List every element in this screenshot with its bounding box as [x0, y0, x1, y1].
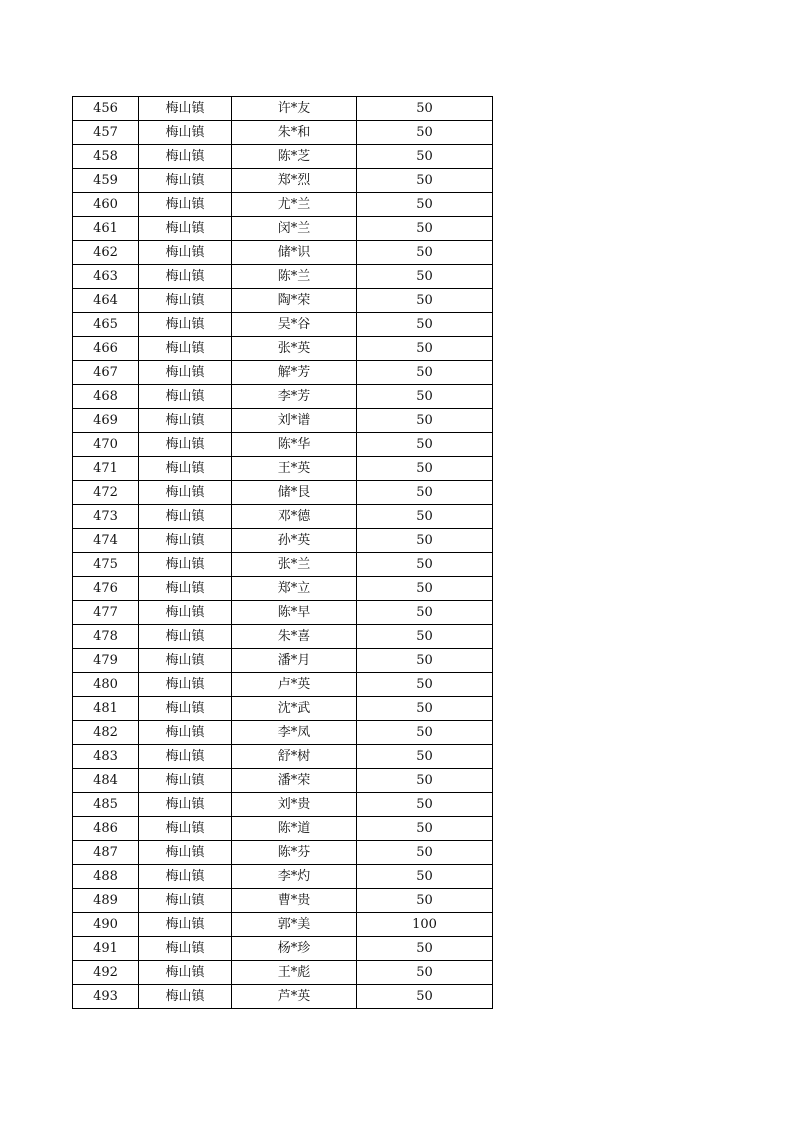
town-cell: 梅山镇 [139, 817, 232, 841]
town-cell: 梅山镇 [139, 769, 232, 793]
name-cell: 王*英 [232, 457, 357, 481]
town-cell: 梅山镇 [139, 121, 232, 145]
name-cell: 储*识 [232, 241, 357, 265]
row-number-cell: 481 [73, 697, 139, 721]
amount-cell: 50 [357, 937, 493, 961]
name-cell: 陈*芝 [232, 145, 357, 169]
town-cell: 梅山镇 [139, 289, 232, 313]
name-cell: 尤*兰 [232, 193, 357, 217]
table-row [73, 289, 493, 313]
name-cell: 储*艮 [232, 481, 357, 505]
row-number-cell: 479 [73, 649, 139, 673]
table-row [73, 649, 493, 673]
amount-cell: 50 [357, 337, 493, 361]
table-row [73, 193, 493, 217]
table-row [73, 961, 493, 985]
table-row [73, 577, 493, 601]
table-row [73, 145, 493, 169]
table-row [73, 865, 493, 889]
table-row [73, 553, 493, 577]
table-row [73, 217, 493, 241]
table-row [73, 985, 493, 1009]
name-cell: 李*灼 [232, 865, 357, 889]
table-row [73, 505, 493, 529]
name-cell: 陈*芬 [232, 841, 357, 865]
town-cell: 梅山镇 [139, 553, 232, 577]
name-cell: 李*芳 [232, 385, 357, 409]
table-row [73, 97, 493, 121]
town-cell: 梅山镇 [139, 889, 232, 913]
name-cell: 郑*立 [232, 577, 357, 601]
row-number-cell: 461 [73, 217, 139, 241]
row-number-cell: 459 [73, 169, 139, 193]
table-row [73, 169, 493, 193]
row-number-cell: 464 [73, 289, 139, 313]
row-number-cell: 482 [73, 721, 139, 745]
name-cell: 陈*早 [232, 601, 357, 625]
row-number-cell: 485 [73, 793, 139, 817]
table-row [73, 841, 493, 865]
amount-cell: 50 [357, 457, 493, 481]
amount-cell: 50 [357, 697, 493, 721]
amount-cell: 50 [357, 145, 493, 169]
row-number-cell: 470 [73, 433, 139, 457]
town-cell: 梅山镇 [139, 409, 232, 433]
amount-cell: 50 [357, 265, 493, 289]
town-cell: 梅山镇 [139, 193, 232, 217]
table-row [73, 625, 493, 649]
name-cell: 郭*美 [232, 913, 357, 937]
table-row [73, 481, 493, 505]
amount-cell: 50 [357, 769, 493, 793]
town-cell: 梅山镇 [139, 841, 232, 865]
table-row [73, 793, 493, 817]
amount-cell: 50 [357, 961, 493, 985]
amount-cell: 50 [357, 577, 493, 601]
town-cell: 梅山镇 [139, 985, 232, 1009]
amount-cell: 50 [357, 865, 493, 889]
row-number-cell: 474 [73, 529, 139, 553]
name-cell: 陈*华 [232, 433, 357, 457]
row-number-cell: 478 [73, 625, 139, 649]
row-number-cell: 489 [73, 889, 139, 913]
row-number-cell: 467 [73, 361, 139, 385]
name-cell: 沈*武 [232, 697, 357, 721]
name-cell: 许*友 [232, 97, 357, 121]
name-cell: 解*芳 [232, 361, 357, 385]
town-cell: 梅山镇 [139, 865, 232, 889]
table-row [73, 601, 493, 625]
amount-cell: 50 [357, 673, 493, 697]
town-cell: 梅山镇 [139, 529, 232, 553]
table-row [73, 241, 493, 265]
name-cell: 孙*英 [232, 529, 357, 553]
amount-cell: 50 [357, 601, 493, 625]
name-cell: 邓*德 [232, 505, 357, 529]
name-cell: 刘*贵 [232, 793, 357, 817]
amount-cell: 50 [357, 529, 493, 553]
amount-cell: 50 [357, 385, 493, 409]
row-number-cell: 492 [73, 961, 139, 985]
table-row [73, 769, 493, 793]
table-row [73, 889, 493, 913]
table-row [73, 313, 493, 337]
name-cell: 闵*兰 [232, 217, 357, 241]
amount-cell: 100 [357, 913, 493, 937]
row-number-cell: 476 [73, 577, 139, 601]
name-cell: 朱*和 [232, 121, 357, 145]
town-cell: 梅山镇 [139, 313, 232, 337]
amount-cell: 50 [357, 985, 493, 1009]
town-cell: 梅山镇 [139, 577, 232, 601]
row-number-cell: 490 [73, 913, 139, 937]
town-cell: 梅山镇 [139, 337, 232, 361]
amount-cell: 50 [357, 625, 493, 649]
row-number-cell: 471 [73, 457, 139, 481]
table-row [73, 337, 493, 361]
amount-cell: 50 [357, 745, 493, 769]
amount-cell: 50 [357, 121, 493, 145]
amount-cell: 50 [357, 193, 493, 217]
row-number-cell: 456 [73, 97, 139, 121]
row-number-cell: 465 [73, 313, 139, 337]
town-cell: 梅山镇 [139, 361, 232, 385]
table-row [73, 457, 493, 481]
name-cell: 杨*珍 [232, 937, 357, 961]
amount-cell: 50 [357, 793, 493, 817]
town-cell: 梅山镇 [139, 961, 232, 985]
name-cell: 潘*月 [232, 649, 357, 673]
name-cell: 王*彪 [232, 961, 357, 985]
town-cell: 梅山镇 [139, 385, 232, 409]
name-cell: 陈*兰 [232, 265, 357, 289]
town-cell: 梅山镇 [139, 745, 232, 769]
table-row [73, 721, 493, 745]
town-cell: 梅山镇 [139, 97, 232, 121]
amount-cell: 50 [357, 553, 493, 577]
name-cell: 潘*荣 [232, 769, 357, 793]
row-number-cell: 473 [73, 505, 139, 529]
row-number-cell: 475 [73, 553, 139, 577]
amount-cell: 50 [357, 313, 493, 337]
amount-cell: 50 [357, 409, 493, 433]
table-row [73, 121, 493, 145]
table-row [73, 529, 493, 553]
amount-cell: 50 [357, 649, 493, 673]
row-number-cell: 488 [73, 865, 139, 889]
amount-cell: 50 [357, 721, 493, 745]
row-number-cell: 480 [73, 673, 139, 697]
name-cell: 芦*英 [232, 985, 357, 1009]
name-cell: 曹*贵 [232, 889, 357, 913]
amount-cell: 50 [357, 481, 493, 505]
table-row [73, 697, 493, 721]
name-cell: 张*兰 [232, 553, 357, 577]
table-row [73, 361, 493, 385]
row-number-cell: 458 [73, 145, 139, 169]
town-cell: 梅山镇 [139, 649, 232, 673]
row-number-cell: 483 [73, 745, 139, 769]
row-number-cell: 487 [73, 841, 139, 865]
name-cell: 朱*喜 [232, 625, 357, 649]
name-cell: 刘*谱 [232, 409, 357, 433]
table-row [73, 913, 493, 937]
amount-cell: 50 [357, 889, 493, 913]
town-cell: 梅山镇 [139, 625, 232, 649]
table-row [73, 817, 493, 841]
row-number-cell: 484 [73, 769, 139, 793]
row-number-cell: 469 [73, 409, 139, 433]
town-cell: 梅山镇 [139, 169, 232, 193]
name-cell: 张*英 [232, 337, 357, 361]
name-cell: 吴*谷 [232, 313, 357, 337]
town-cell: 梅山镇 [139, 937, 232, 961]
row-number-cell: 463 [73, 265, 139, 289]
amount-cell: 50 [357, 169, 493, 193]
table-body [73, 97, 493, 1009]
row-number-cell: 460 [73, 193, 139, 217]
table-row [73, 265, 493, 289]
row-number-cell: 493 [73, 985, 139, 1009]
row-number-cell: 462 [73, 241, 139, 265]
amount-cell: 50 [357, 817, 493, 841]
town-cell: 梅山镇 [139, 265, 232, 289]
town-cell: 梅山镇 [139, 145, 232, 169]
row-number-cell: 457 [73, 121, 139, 145]
row-number-cell: 491 [73, 937, 139, 961]
town-cell: 梅山镇 [139, 481, 232, 505]
town-cell: 梅山镇 [139, 505, 232, 529]
town-cell: 梅山镇 [139, 241, 232, 265]
table-row [73, 745, 493, 769]
row-number-cell: 466 [73, 337, 139, 361]
table-row [73, 409, 493, 433]
table-row [73, 433, 493, 457]
table-row [73, 385, 493, 409]
row-number-cell: 472 [73, 481, 139, 505]
name-cell: 陶*荣 [232, 289, 357, 313]
town-cell: 梅山镇 [139, 697, 232, 721]
town-cell: 梅山镇 [139, 793, 232, 817]
row-number-cell: 477 [73, 601, 139, 625]
amount-cell: 50 [357, 241, 493, 265]
table-row [73, 937, 493, 961]
name-cell: 卢*英 [232, 673, 357, 697]
amount-cell: 50 [357, 841, 493, 865]
data-table [72, 96, 493, 1009]
town-cell: 梅山镇 [139, 913, 232, 937]
name-cell: 郑*烈 [232, 169, 357, 193]
town-cell: 梅山镇 [139, 673, 232, 697]
name-cell: 舒*树 [232, 745, 357, 769]
town-cell: 梅山镇 [139, 457, 232, 481]
town-cell: 梅山镇 [139, 601, 232, 625]
town-cell: 梅山镇 [139, 721, 232, 745]
amount-cell: 50 [357, 505, 493, 529]
row-number-cell: 486 [73, 817, 139, 841]
amount-cell: 50 [357, 217, 493, 241]
row-number-cell: 468 [73, 385, 139, 409]
town-cell: 梅山镇 [139, 217, 232, 241]
town-cell: 梅山镇 [139, 433, 232, 457]
name-cell: 陈*道 [232, 817, 357, 841]
amount-cell: 50 [357, 433, 493, 457]
amount-cell: 50 [357, 361, 493, 385]
table-row [73, 673, 493, 697]
name-cell: 李*凤 [232, 721, 357, 745]
amount-cell: 50 [357, 289, 493, 313]
amount-cell: 50 [357, 97, 493, 121]
